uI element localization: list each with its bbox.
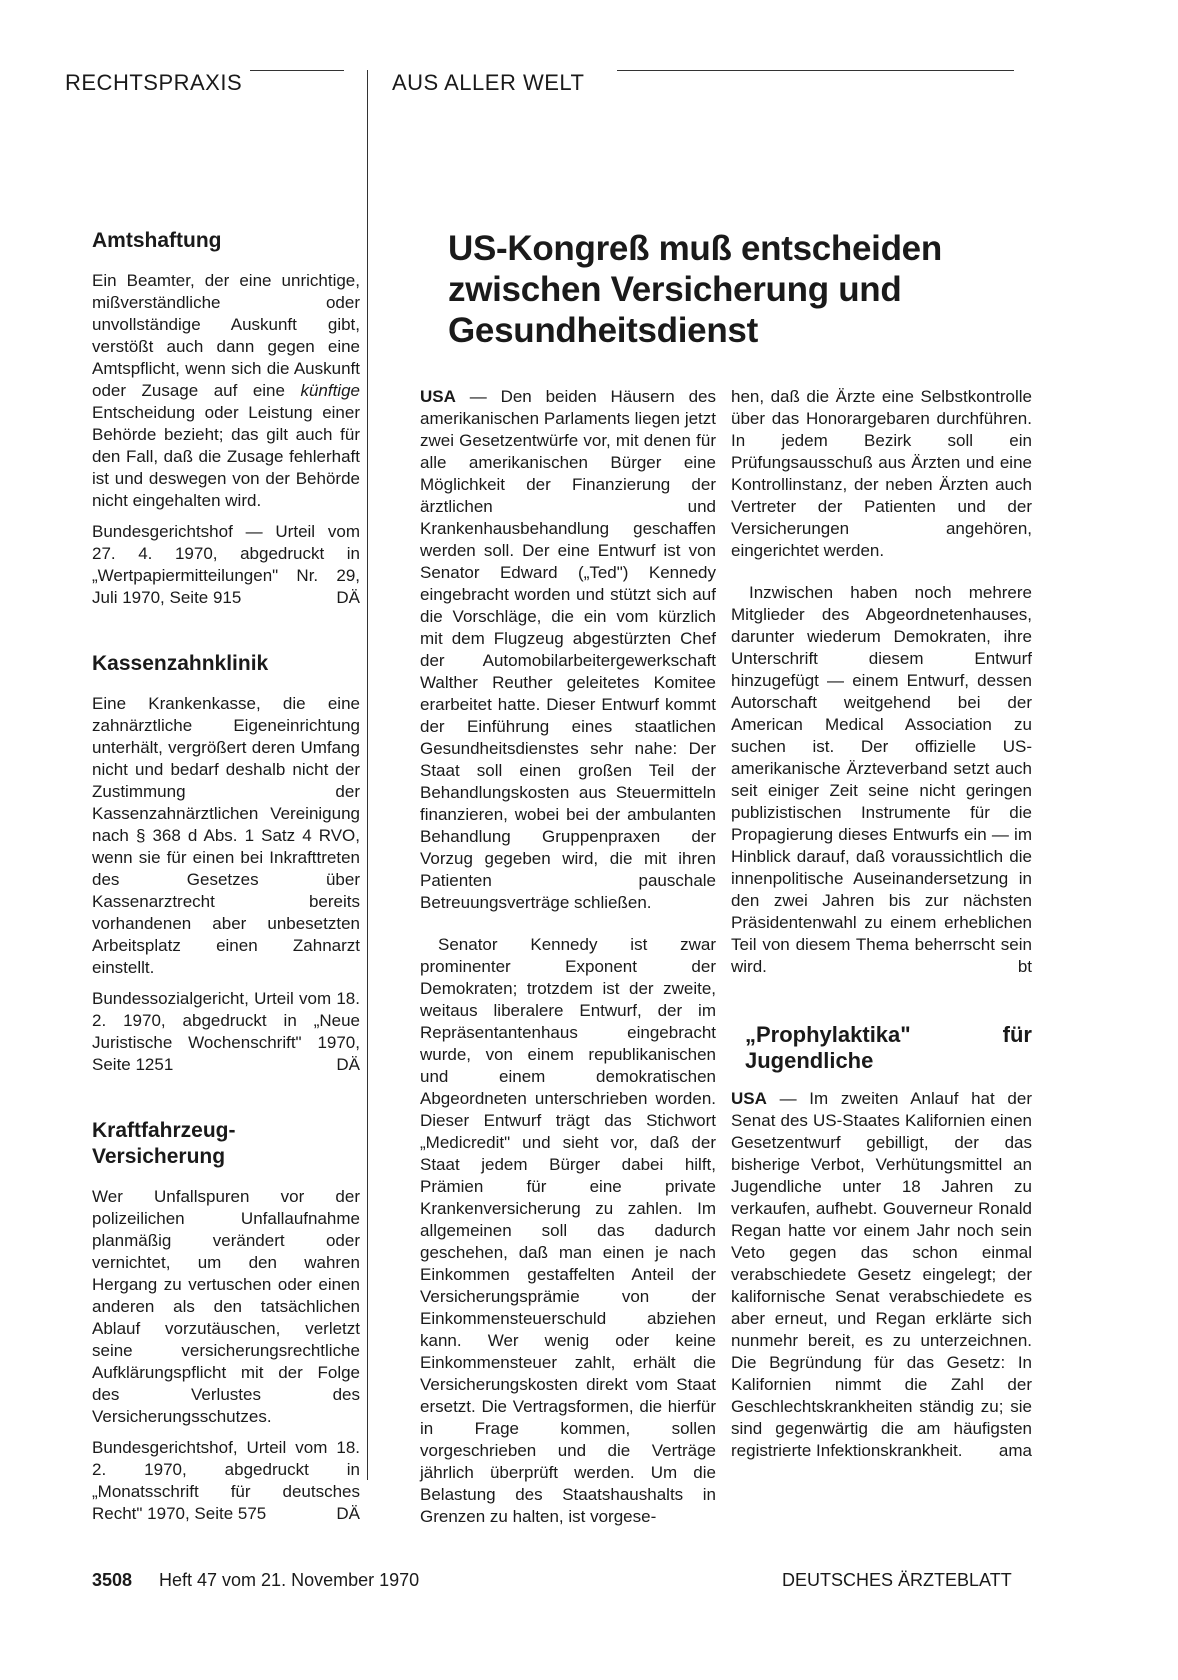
source-tag: DÄ: [336, 588, 360, 607]
main-article-paragraph: hen, daß die Ärzte eine Selbstkontrolle über das Honorargebaren durchführen. In jedem Bezirk soll ein Prüfungsausschuß aus Ärzten und eine Kontrollinstanz, der neben Ärzten auch Vertreter der Patienten und der Versicherungen angehören, eingerichtet werden.: [731, 387, 1032, 560]
page-number: 3508: [92, 1570, 133, 1590]
section-label-aus-aller-welt: AUS ALLER WELT: [392, 70, 585, 95]
second-article-body: USA — Im zweiten Anlauf hat der Senat des US-Staates Kalifornien einen Gesetzentwurf gebilligt, der das bisherige Verbot, Verhütungsmittel an Jugendliche unter 18 Jahren zu verkaufen, aufhebt. Gouverneur Ronald Regan hatte vor einem Jahr noch sein Veto gegen das schon einmal verabschiedete Gesetz eingelegt; der kalifornische Senat verabschiedete es aber erneut, und Regan erklärte sich nunmehr bereit, es zu unterzeichnen. Die Begründung für das Gesetz: In Kalifornien nimmt die Zahl der Geschlechtskrankheiten ständig zu; sie sind gegenwärtig die am häufigsten registrierte Infektionskrankheit. ama: [731, 1089, 1032, 1460]
source-tag: DÄ: [336, 1055, 360, 1074]
article-source: Bundesgerichtshof — Urteil vom 27. 4. 1970, abgedruckt in „Wertpapiermitteilungen" Nr. 29, Juli 1970, Seite 915 DÄ: [92, 522, 360, 607]
article-body: Ein Beamter, der eine unrichtige, mißverständliche oder unvollständige Auskunft gibt, verstößt auch dann gegen eine Amtspflicht, wenn sich die Auskunft oder Zusage auf eine künftige Entscheidung oder Leistung einer Behörde bezieht; das gilt auch für den Fall, daß die Zusage fehlerhaft ist und deswegen von der Behörde nicht eingehalten wird.: [92, 271, 360, 510]
issue-info: Heft 47 vom 21. November 1970: [159, 1570, 420, 1590]
author-signature: bt: [1017, 957, 1032, 976]
article-amtshaftung: [92, 228, 360, 609]
publication-name: DEUTSCHES ÄRZTEBLATT: [782, 1570, 1012, 1590]
article-body: Eine Krankenkasse, die eine zahnärztliche Eigeneinrichtung unterhält, vergrößert deren Umfang nicht und bedarf deshalb nicht der Zustimmung der Kassenzahnärztlichen Vereinigung nach § 368 d Abs. 1 Satz 4 RVO, wenn sie für einen bei Inkrafttreten des Gesetzes über Kassenarztrecht bereits vorhandenen aber unbesetzten Arbeitsplatz einen Zahnarzt einstellt.: [92, 694, 360, 977]
article-kassenzahnklinik: [92, 651, 360, 1076]
article-kraftfahrzeug-versicherung: [92, 1118, 360, 1525]
header-rule-right: [617, 70, 1014, 71]
article-source: Bundesgerichtshof, Urteil vom 18. 2. 1970, abgedruckt in „Monatsschrift für deutsches Recht" 1970, Seite 575 DÄ: [92, 1438, 360, 1523]
rechtspraxis-column: [92, 228, 360, 1559]
emphasis-text: künftige: [300, 381, 360, 400]
article-title: Kraftfahrzeug-Versicherung: [92, 1119, 236, 1168]
main-article-column-2: [731, 386, 1032, 1482]
dateline: USA: [731, 1089, 767, 1108]
article-source: Bundessozialgericht, Urteil vom 18. 2. 1970, abgedruckt in „Neue Juristische Wochenschrift" 1970, Seite 1251 DÄ: [92, 989, 360, 1074]
author-signature: ama: [998, 1441, 1032, 1460]
section-label-rechtspraxis: RECHTSPRAXIS: [65, 70, 243, 95]
article-body: Wer Unfallspuren vor der polizeilichen Unfallaufnahme planmäßig verändert oder vernichtet, um den wahren Hergang zu vertuschen oder einen anderen als den tatsächlichen Ablauf vorzutäuschen, verletzt seine versicherungsrechtliche Aufklärungspflicht mit der Folge des Verlustes des Versicherungsschutzes.: [92, 1187, 360, 1426]
main-article-paragraph: Inzwischen haben noch mehrere Mitglieder des Abgeordnetenhauses, darunter wiederum Demokraten, ihre Unterschrift diesem Entwurf hinzugefügt — einem Entwurf, dessen Autorschaft weitgehend bei der American Medical Association zu suchen ist. Der offizielle US-amerikanische Ärzteverband setzt auch seit einiger Zeit seine nicht geringen publizistischen Instrumente für die Propagierung dieses Entwurfs ein — im Hinblick darauf, daß voraussichtlich die innenpolitische Auseinandersetzung in den zwei Jahren bis zur nächsten Präsidentenwahl zu einem erheblichen Teil von diesem Thema beherrscht sein wird. bt: [731, 583, 1032, 976]
column-divider: [367, 70, 368, 1480]
article-title: Kassenzahnklinik: [92, 652, 269, 675]
main-article-paragraph: USA — Den beiden Häusern des amerikanischen Parlaments liegen jetzt zwei Gesetzentwürfe vor, mit denen für alle amerikanischen Bürger eine Möglichkeit der Finanzierung der ärztlichen und Krankenhausbehandlung geschaffen werden soll. Der eine Entwurf ist von Senator Edward („Ted") Kennedy eingebracht worden und stützt sich auf die Vorschläge, die ein vom kürzlich mit dem Flugzeug abgestürzten Chef der Automobilarbeitergewerkschaft Walther Reuther geleitetes Komitee erarbeitet hatte. Dieser Entwurf kommt der Einführung eines staatlichen Gesundheitsdienstes sehr nahe: Der Staat soll einen großen Teil der Behandlungskosten aus Steuermitteln finanzieren, wobei bei der ambulanten Behandlung Gruppenpraxen der Vorzug gegeben wird, die mit ihren Patienten pauschale Betreuungsverträge schließen.: [420, 387, 716, 912]
dateline: USA: [420, 387, 456, 406]
main-headline: US-Kongreß muß entscheiden zwischen Versicherung und Gesundheitsdienst: [448, 229, 942, 350]
source-tag: DÄ: [336, 1504, 360, 1523]
article-title: Amtshaftung: [92, 229, 222, 252]
main-article-column-1: [420, 386, 716, 1548]
main-article-paragraph: Senator Kennedy ist zwar prominenter Exponent der Demokraten; trotzdem ist der zweite, weitaus liberalere Entwurf, der im Repräsentantenhaus eingebracht wurde, von einem republikanischen und einem demokratischen Abgeordneten unterschrieben worden. Dieser Entwurf trägt das Stichwort „Medicredit" und sieht vor, daß der Staat jedem Bürger dabei hilft, Prämien für eine private Krankenversicherung zu zahlen. Im allgemeinen soll das dadurch geschehen, daß man einen je nach Einkommen gestaffelten Anteil der Versicherungsprämie von der Einkommensteuerschuld abziehen kann. Wer wenig oder keine Einkommensteuer zahlt, erhält die Versicherungskosten direkt vom Staat ersetzt. Die Vertragsformen, die hierfür in Frage kommen, sollen vorgeschrieben und die Verträge jährlich überprüft werden. Um die Belastung des Staatshaushalts in Grenzen zu halten, ist vorgese-: [420, 935, 716, 1526]
second-headline: „Prophylaktika" für Jugendliche: [745, 1022, 1032, 1073]
header-rule-left: [250, 70, 344, 71]
